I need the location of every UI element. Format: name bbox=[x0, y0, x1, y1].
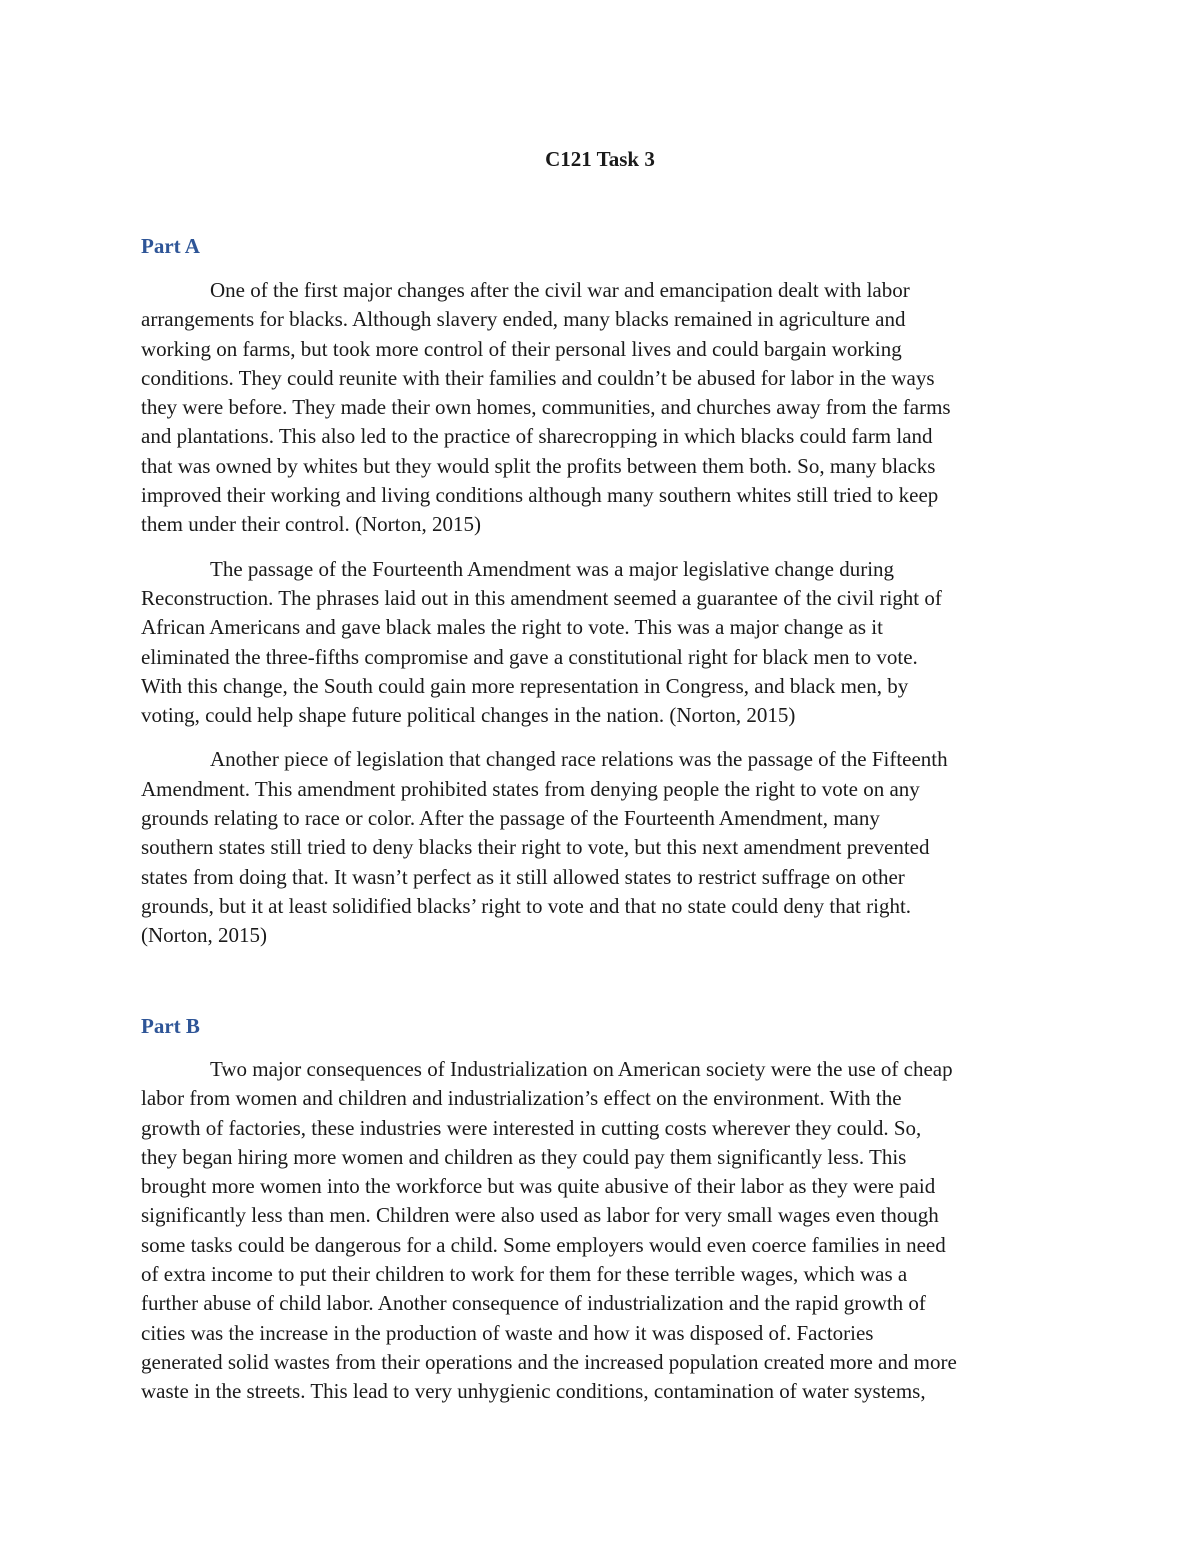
text-line: Two major consequences of Industrialization on American society were the use of cheap bbox=[210, 1057, 953, 1081]
text-line: they were before. They made their own homes, communities, and churches away from the farms bbox=[141, 395, 951, 420]
text-line: grounds, but it at least solidified blacks’ right to vote and that no state could deny that right. bbox=[141, 893, 912, 918]
text-line: eliminated the three-fifths compromise and gave a constitutional right for black men to vote. bbox=[141, 644, 918, 669]
part-a-paragraph-2 bbox=[141, 555, 1061, 731]
text-line: voting, could help shape future political changes in the nation. (Norton, 2015) bbox=[141, 703, 796, 728]
text-line: of extra income to put their children to work for them for these terrible wages, which was a bbox=[141, 1262, 908, 1287]
text-line: labor from women and children and industrialization’s effect on the environment. With the bbox=[141, 1086, 902, 1111]
text-line: and plantations. This also led to the practice of sharecropping in which blacks could farm land bbox=[141, 424, 933, 449]
part-a-body bbox=[141, 276, 1061, 966]
part-b-heading: Part B bbox=[141, 1014, 200, 1038]
part-b-paragraph-1 bbox=[141, 1055, 1061, 1407]
text-line: some tasks could be dangerous for a child. Some employers would even coerce families in need bbox=[141, 1232, 946, 1257]
text-line: African Americans and gave black males the right to vote. This was a major change as it bbox=[141, 615, 883, 640]
text-line: they began hiring more women and children as they could pay them significantly less. This bbox=[141, 1144, 907, 1169]
text-line: southern states still tried to deny blacks their right to vote, but this next amendment prevented bbox=[141, 835, 930, 860]
part-a-paragraph-3 bbox=[141, 745, 1061, 950]
text-line: arrangements for blacks. Although slavery ended, many blacks remained in agriculture and bbox=[141, 307, 906, 332]
text-line: cities was the increase in the production of waste and how it was disposed of. Factories bbox=[141, 1320, 874, 1345]
text-line: generated solid wastes from their operations and the increased population created more and more bbox=[141, 1349, 957, 1374]
text-line: states from doing that. It wasn’t perfect as it still allowed states to restrict suffrage on other bbox=[141, 864, 905, 889]
text-line: them under their control. (Norton, 2015) bbox=[141, 512, 481, 537]
text-line: Reconstruction. The phrases laid out in this amendment seemed a guarantee of the civil right of bbox=[141, 585, 942, 610]
text-line: grounds relating to race or color. After the passage of the Fourteenth Amendment, many bbox=[141, 806, 880, 831]
text-line: With this change, the South could gain more representation in Congress, and black men, by bbox=[141, 673, 909, 698]
text-line: improved their working and living conditions although many southern whites still tried to keep bbox=[141, 483, 939, 508]
text-line: Another piece of legislation that changed race relations was the passage of the Fifteenth bbox=[210, 747, 948, 772]
part-a-heading: Part A bbox=[141, 234, 200, 258]
text-line: conditions. They could reunite with their families and couldn’t be abused for labor in the ways bbox=[141, 365, 935, 390]
text-line: significantly less than men. Children were also used as labor for very small wages even though bbox=[141, 1203, 939, 1228]
text-line: One of the first major changes after the civil war and emancipation dealt with labor bbox=[210, 278, 910, 302]
part-b-body bbox=[141, 1055, 1061, 1422]
text-line: brought more women into the workforce but was quite abusive of their labor as they were paid bbox=[141, 1174, 936, 1199]
text-line: The passage of the Fourteenth Amendment was a major legislative change during bbox=[210, 556, 895, 581]
text-line: growth of factories, these industries were interested in cutting costs wherever they could. So, bbox=[141, 1115, 922, 1140]
text-line: working on farms, but took more control of their personal lives and could bargain working bbox=[141, 336, 902, 361]
part-a-paragraph-1 bbox=[141, 276, 1061, 540]
text-line: (Norton, 2015) bbox=[141, 923, 267, 948]
text-line: Amendment. This amendment prohibited states from denying people the right to vote on any bbox=[141, 776, 920, 801]
document-title: C121 Task 3 bbox=[545, 147, 655, 171]
text-line: waste in the streets. This lead to very unhygienic conditions, contamination of water systems, bbox=[141, 1379, 926, 1404]
text-line: further abuse of child labor. Another consequence of industrialization and the rapid growth of bbox=[141, 1291, 926, 1316]
text-line: that was owned by whites but they would split the profits between them both. So, many blacks bbox=[141, 453, 936, 478]
